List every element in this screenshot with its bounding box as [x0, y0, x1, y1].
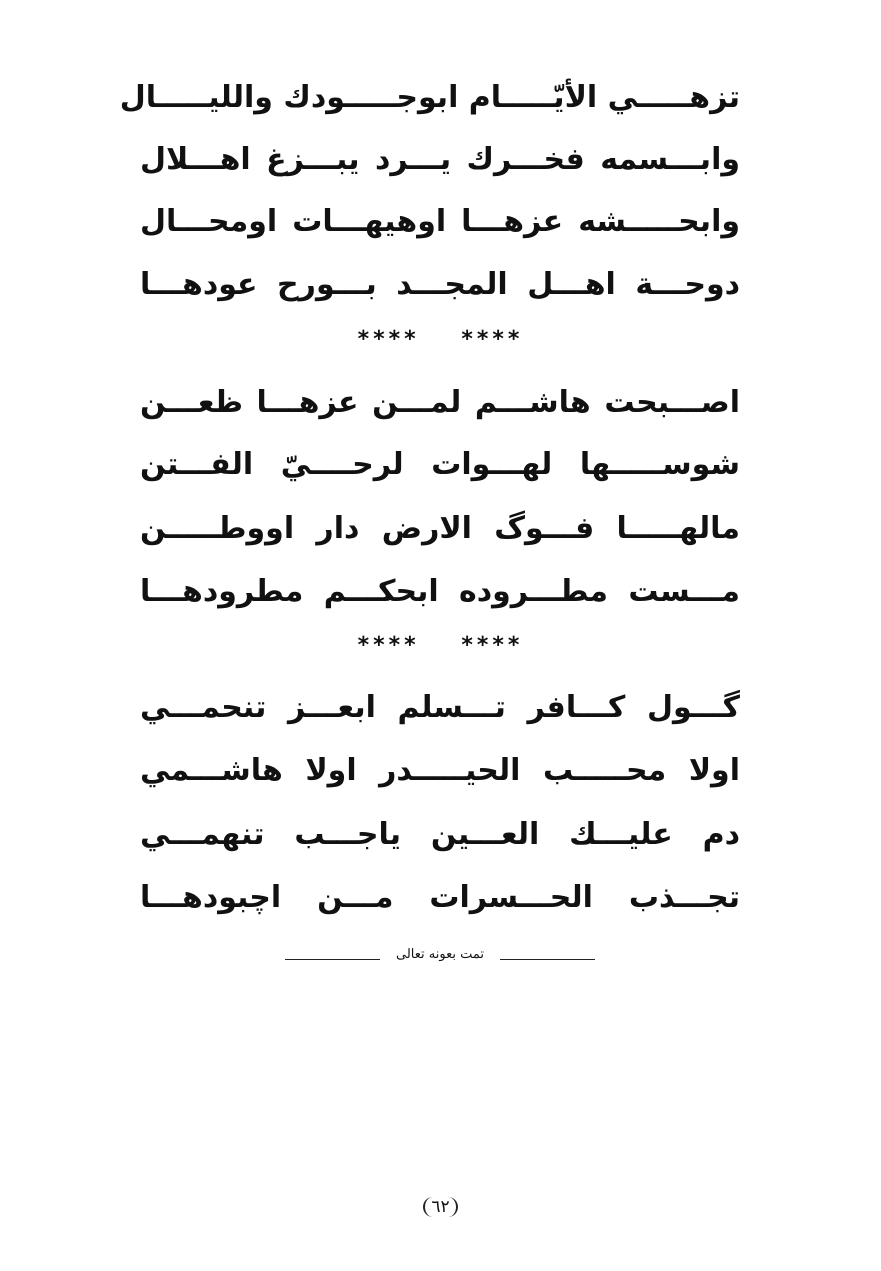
end-mark	[285, 947, 595, 971]
poem-line: دم عليـــك العـــين ياجـــب تنهمـــي	[140, 817, 740, 852]
stanza-separator: **** ****	[357, 327, 524, 352]
poem-line: اولا محـــــب الحيـــــدر اولا هاشـــمي	[140, 753, 740, 788]
page-number-ornament	[423, 1197, 457, 1217]
end-mark-text: تمت بعونه تعالى	[395, 947, 484, 962]
poem-line: وابـــسمه فخـــرك يـــرد يبـــزغ اهـــلال	[140, 142, 740, 177]
stanza-separator: **** ****	[357, 633, 524, 658]
poem-line: دوحـــة اهـــل المجـــد بـــورح عودهـــا	[140, 267, 740, 302]
page-number	[0, 1197, 881, 1217]
poem-line: تزهـــــي الأيّـــــام ابوجـــــودك والليـــــال	[119, 80, 740, 115]
poem-line: مالهـــــا فـــوگ الارض دار اووطـــــن	[140, 511, 740, 546]
poem-line: تجـــذب الحـــسرات مـــن اچبودهـــا	[140, 880, 740, 915]
poem-line: گـــول كـــافر تـــسلم ابعـــز تنحمـــي	[140, 690, 740, 725]
end-rule-left	[285, 959, 380, 960]
end-rule-right	[500, 959, 595, 960]
poem-line: اصـــبحت هاشـــم لمـــن عزهـــا ظعـــن	[140, 385, 740, 420]
page-number-text: ٦٢	[431, 1197, 450, 1217]
poem-line: وابحـــــشه عزهـــا اوهيهـــات اومحـــال	[140, 204, 740, 239]
poem-line: شوســـــها لهـــوات لرحــــيّ الفـــتن	[140, 447, 740, 482]
poem-line: مـــست مطـــروده ابحكـــم مطرودهـــا	[140, 574, 740, 609]
